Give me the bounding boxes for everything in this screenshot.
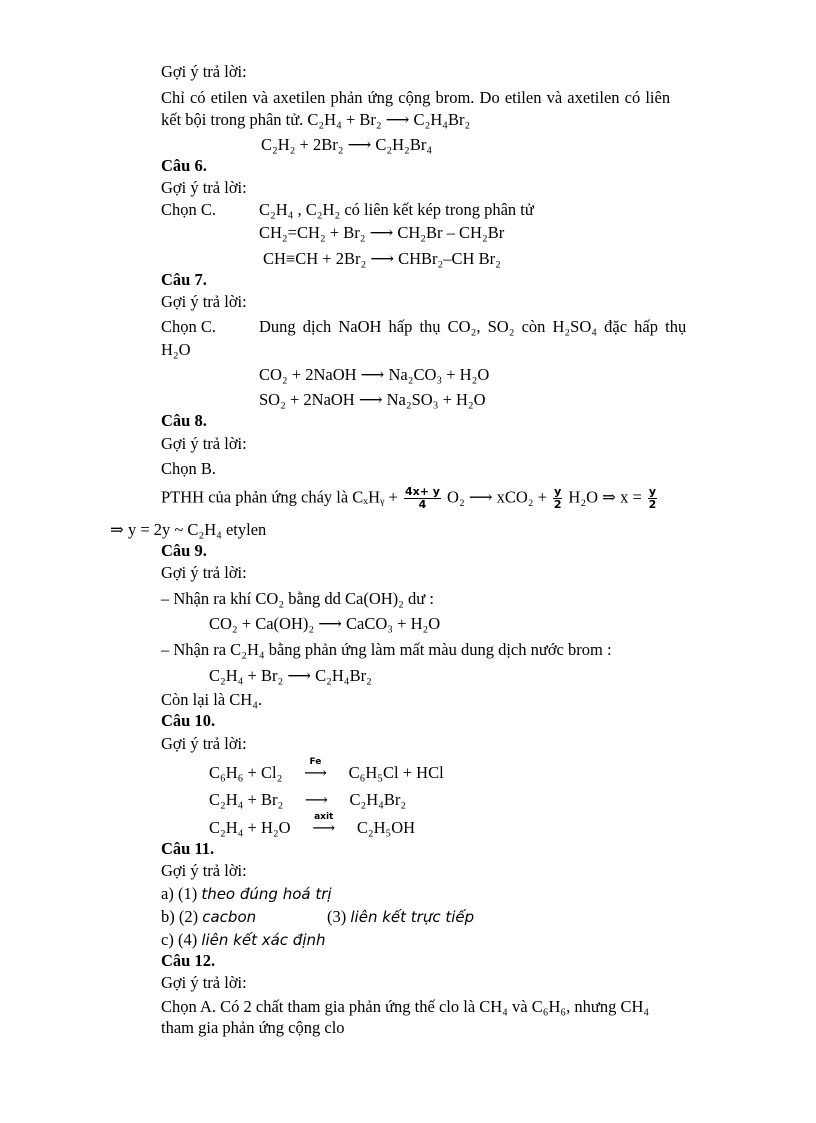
arrow-icon: ⟶: [303, 765, 327, 782]
answer-text: H₂O: [161, 340, 191, 359]
hint-label: Gợi ý trả lời:: [161, 292, 247, 311]
item-answer: liên kết xác định: [201, 931, 326, 949]
hint-label: Gợi ý trả lời:: [161, 563, 247, 582]
answer-text: – Nhận ra khí CO₂ bằng dd Ca(OH)₂ dư :: [161, 589, 434, 608]
hint-label: Gợi ý trả lời:: [161, 178, 247, 197]
equation: [209, 757, 444, 784]
answer-text: tham gia phản ứng cộng clo: [161, 1018, 345, 1037]
question-heading: Câu 11.: [161, 839, 215, 858]
answer-choice: Chọn C.: [161, 200, 217, 219]
labeled-arrow: [299, 812, 349, 839]
hint-label: Gợi ý trả lời:: [161, 861, 247, 880]
fraction: [648, 486, 657, 511]
combustion-equation: [161, 486, 659, 511]
equation-part: C₆H₅Cl + HCl: [348, 763, 444, 782]
equation-part: C₂H₄ + Br₂: [209, 790, 284, 809]
answer-text: Dung dịch NaOH hấp thụ CO₂, SO₂ còn H₂SO₄ đặc hấp thụ: [259, 317, 687, 336]
item-label: c) (4): [161, 930, 202, 949]
hint-label: Gợi ý trả lời:: [161, 973, 247, 992]
answer-text: C₂H₄ , C₂H₂ có liên kết kép trong phân tử: [259, 200, 534, 219]
equation: CH₂=CH₂ + Br₂ ⟶ CH₂Br – CH₂Br: [259, 223, 505, 242]
equation: SO₂ + 2NaOH ⟶ Na₂SO₃ + H₂O: [259, 390, 486, 409]
question-heading: Câu 12.: [161, 951, 216, 970]
fraction-numerator: y: [648, 485, 657, 498]
arrow-icon: ⟶: [304, 792, 328, 809]
equation: ⇒ y = 2y ~ C₂H₄ etylen: [110, 520, 267, 539]
question-heading: Câu 9.: [161, 541, 207, 560]
question-heading: Câu 8.: [161, 411, 207, 430]
labeled-arrow: [290, 757, 340, 784]
fraction-denominator: 4: [418, 498, 427, 511]
answer-text: Còn lại là CH₄.: [161, 690, 263, 709]
question-heading: Câu 6.: [161, 156, 207, 175]
answer-item: [161, 907, 256, 927]
equation: C₂H₂ + 2Br₂ ⟶ C₂H₂Br₄: [261, 135, 433, 154]
item-label: b) (2): [161, 907, 203, 926]
equation: CO₂ + Ca(OH)₂ ⟶ CaCO₃ + H₂O: [209, 614, 441, 633]
answer-choice: Chọn C.: [161, 317, 217, 336]
equation: C₂H₄ + Br₂ ⟶ C₂H₄Br₂: [209, 666, 372, 685]
equation-part: C₂H₅OH: [356, 818, 416, 837]
answer-text: kết bội trong phân tử. C₂H₄ + Br₂ ⟶ C₂H₄Br₂: [161, 110, 471, 129]
equation: [209, 812, 416, 839]
fraction-numerator: 4x+ y: [404, 485, 440, 498]
question-heading: Câu 10.: [161, 711, 216, 730]
item-answer: liên kết trực tiếp: [350, 908, 475, 926]
answer-item: [161, 884, 332, 904]
answer-item: [161, 930, 326, 950]
equation-part: O₂ ⟶ xCO₂ +: [447, 487, 547, 507]
equation-part: C₂H₄ + H₂O: [209, 818, 291, 837]
fraction: [404, 486, 441, 511]
fraction-denominator: 2: [553, 498, 562, 511]
item-answer: theo đúng hoá trị: [201, 885, 332, 903]
arrow-label: Fe: [309, 757, 322, 767]
equation: CH≡CH + 2Br₂ ⟶ CHBr₂–CH Br₂: [263, 249, 501, 268]
arrow-label: axit: [314, 812, 334, 822]
equation-part: C₂H₄Br₂: [349, 790, 407, 809]
answer-choice: Chọn B.: [161, 459, 217, 478]
hint-label: Gợi ý trả lời:: [161, 62, 247, 81]
item-label: (3): [327, 907, 351, 926]
equation: CO₂ + 2NaOH ⟶ Na₂CO₃ + H₂O: [259, 365, 490, 384]
hint-label: Gợi ý trả lời:: [161, 734, 247, 753]
hint-label: Gợi ý trả lời:: [161, 434, 247, 453]
question-heading: Câu 7.: [161, 270, 207, 289]
fraction: [553, 486, 562, 511]
answer-item: [327, 907, 474, 927]
arrow-icon: ⟶: [312, 820, 336, 837]
equation-part: PTHH của phản ứng cháy là CₓHᵧ +: [161, 487, 398, 507]
equation-part: H₂O ⇒ x =: [568, 487, 642, 507]
fraction-denominator: 2: [648, 498, 657, 511]
item-label: a) (1): [161, 884, 202, 903]
answer-text: – Nhận ra C₂H₄ bằng phản ứng làm mất màu dung dịch nước brom :: [161, 640, 612, 659]
equation-part: C₆H₆ + Cl₂: [209, 763, 283, 782]
answer-text: Chỉ có etilen và axetilen phản ứng cộng brom. Do etilen và axetilen có liên: [161, 88, 671, 107]
answer-text: Chọn A. Có 2 chất tham gia phản ứng thế clo là CH₄ và C₆H₆, nhưng CH₄: [161, 997, 650, 1016]
fraction-numerator: y: [554, 485, 562, 498]
item-answer: cacbon: [202, 908, 257, 926]
